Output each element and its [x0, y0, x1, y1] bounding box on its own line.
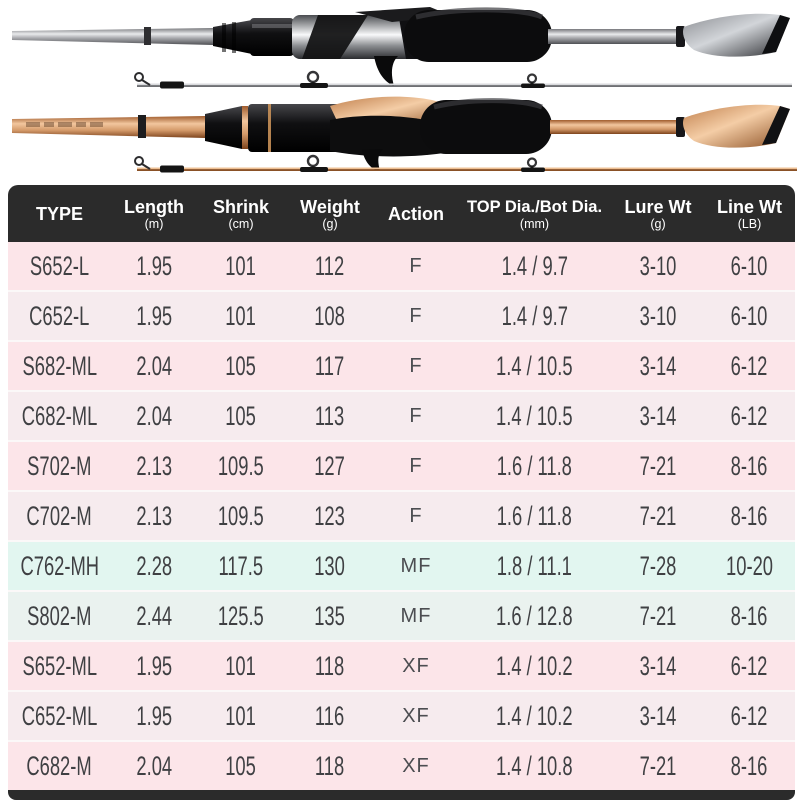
cell-action	[375, 305, 457, 328]
cell-value: 7-21	[639, 750, 677, 781]
cell-lure	[612, 501, 704, 532]
cell-dia	[457, 651, 612, 682]
cell-value: 109.5	[218, 450, 264, 481]
cell-value: 8-16	[731, 450, 768, 481]
cell-line	[704, 351, 795, 382]
cell-action	[375, 555, 457, 578]
cell-type	[8, 751, 111, 782]
cell-action	[375, 705, 457, 728]
cell-length	[111, 251, 197, 282]
cell-value: C652-L	[29, 300, 90, 331]
cell-value: S702-M	[27, 450, 92, 481]
cell-value: 1.4 / 10.2	[496, 650, 573, 681]
cell-lure	[612, 551, 704, 582]
cell-type	[8, 701, 111, 732]
cell-length	[111, 501, 197, 532]
cell-shrink	[197, 501, 285, 532]
cell-type	[8, 401, 111, 432]
table-row	[8, 740, 795, 790]
rod-images	[0, 0, 800, 188]
cell-value: 105	[225, 400, 257, 431]
cell-value: 10-20	[726, 550, 773, 581]
cell-value: 3-14	[639, 650, 677, 681]
cell-line	[704, 701, 795, 732]
cell-value: 130	[314, 550, 346, 581]
table-row	[8, 640, 795, 690]
cell-value: 7-21	[639, 600, 677, 631]
cell-value: 3-14	[639, 350, 677, 381]
cell-lure	[612, 601, 704, 632]
cell-value: 8-16	[731, 600, 768, 631]
column-header-line-weight	[704, 197, 795, 231]
table-row	[8, 440, 795, 490]
cell-lure	[612, 251, 704, 282]
column-header-lure-weight	[612, 197, 704, 231]
spec-table-body	[8, 242, 795, 790]
cell-lure	[612, 351, 704, 382]
cell-type	[8, 601, 111, 632]
cell-value: 6-12	[731, 400, 768, 431]
cell-length	[111, 351, 197, 382]
cell-value: F	[409, 504, 423, 527]
cell-line	[704, 551, 795, 582]
table-row	[8, 290, 795, 340]
cell-value: S652-L	[29, 250, 90, 281]
cell-value: S802-M	[27, 600, 92, 631]
cell-value: 2.28	[136, 550, 172, 581]
cell-value: F	[409, 454, 423, 477]
casting-rod-silver	[12, 7, 790, 86]
cell-shrink	[197, 301, 285, 332]
spec-table-header	[8, 185, 795, 242]
cell-value: S682-ML	[22, 350, 97, 381]
cell-value: 3-14	[639, 400, 677, 431]
cell-value: 2.13	[136, 450, 172, 481]
cell-action	[375, 755, 457, 778]
cell-value: XF	[402, 704, 430, 727]
cell-value: 1.95	[136, 700, 172, 731]
cell-length	[111, 701, 197, 732]
cell-value: 117	[315, 350, 345, 381]
cell-dia	[457, 601, 612, 632]
table-row	[8, 340, 795, 390]
cell-value: 2.04	[136, 400, 172, 431]
table-bottom-bar	[8, 790, 795, 800]
cell-line	[704, 501, 795, 532]
cell-value: 6-10	[731, 250, 768, 281]
cell-weight	[285, 401, 375, 432]
cell-value: 1.4 / 10.5	[496, 400, 573, 431]
cell-type	[8, 551, 111, 582]
column-header-shrink	[197, 197, 285, 231]
cell-line	[704, 751, 795, 782]
cell-line	[704, 251, 795, 282]
cell-weight	[285, 301, 375, 332]
cell-value: 1.95	[136, 650, 172, 681]
cell-shrink	[197, 251, 285, 282]
cell-value: 6-12	[731, 350, 768, 381]
cell-dia	[457, 701, 612, 732]
cell-weight	[285, 351, 375, 382]
cell-value: 1.4 / 10.2	[496, 700, 573, 731]
cell-value: 108	[314, 300, 346, 331]
cell-value: MF	[400, 554, 432, 577]
cell-lure	[612, 651, 704, 682]
cell-weight	[285, 651, 375, 682]
cell-value: S652-ML	[22, 650, 97, 681]
cell-value: 1.4 / 9.7	[501, 300, 568, 331]
cell-value: 105	[225, 350, 257, 381]
column-unit: (g)	[650, 216, 666, 231]
cell-weight	[285, 751, 375, 782]
cell-action	[375, 655, 457, 678]
cell-value: C702-M	[26, 500, 93, 531]
cell-line	[704, 401, 795, 432]
cell-value: 117.5	[218, 550, 264, 581]
table-row	[8, 690, 795, 740]
column-unit: (mm)	[519, 216, 550, 231]
cell-value: 127	[314, 450, 346, 481]
cell-type	[8, 251, 111, 282]
cell-lure	[612, 401, 704, 432]
cell-value: 116	[315, 700, 345, 731]
table-row	[8, 540, 795, 590]
column-label: Lure Wt	[624, 196, 692, 217]
cell-dia	[457, 351, 612, 382]
cell-value: 1.6 / 12.8	[496, 600, 573, 631]
cell-value: 1.4 / 10.5	[496, 350, 573, 381]
column-unit: (LB)	[737, 216, 762, 231]
column-label: Line Wt	[717, 196, 782, 217]
cell-dia	[457, 751, 612, 782]
cell-value: 109.5	[218, 500, 264, 531]
table-row	[8, 490, 795, 540]
cell-value: 1.8 / 11.1	[496, 550, 573, 581]
cell-shrink	[197, 651, 285, 682]
cell-dia	[457, 401, 612, 432]
cell-shrink	[197, 351, 285, 382]
cell-value: 2.13	[136, 500, 172, 531]
cell-weight	[285, 701, 375, 732]
cell-value: C762-MH	[20, 550, 99, 581]
cell-value: 2.04	[136, 350, 172, 381]
cell-value: 123	[314, 500, 346, 531]
column-unit: (m)	[144, 216, 164, 231]
cell-value: 7-28	[639, 550, 677, 581]
cell-value: 101	[225, 650, 257, 681]
rod-tip-silver	[135, 72, 792, 89]
column-header-length	[111, 197, 197, 231]
cell-value: C682-M	[26, 750, 93, 781]
cell-value: MF	[400, 604, 432, 627]
cell-lure	[612, 301, 704, 332]
cell-value: 1.6 / 11.8	[496, 500, 573, 531]
cell-value: 105	[225, 750, 257, 781]
cell-action	[375, 255, 457, 278]
cell-value: F	[409, 404, 423, 427]
cell-weight	[285, 601, 375, 632]
cell-shrink	[197, 701, 285, 732]
cell-value: 1.4 / 10.8	[496, 750, 573, 781]
cell-shrink	[197, 551, 285, 582]
cell-shrink	[197, 451, 285, 482]
cell-value: 6-10	[731, 300, 768, 331]
cell-value: 6-12	[731, 700, 768, 731]
cell-action	[375, 505, 457, 528]
column-label: TYPE	[35, 203, 83, 224]
cell-lure	[612, 451, 704, 482]
cell-weight	[285, 451, 375, 482]
cell-value: 6-12	[731, 650, 768, 681]
spec-table	[8, 185, 795, 800]
cell-line	[704, 451, 795, 482]
cell-value: 8-16	[731, 500, 768, 531]
cell-value: C652-ML	[21, 700, 98, 731]
cell-dia	[457, 251, 612, 282]
cell-value: 1.6 / 11.8	[496, 450, 573, 481]
table-row	[8, 390, 795, 440]
cell-type	[8, 651, 111, 682]
cell-lure	[612, 701, 704, 732]
column-label: TOP Dia./Bot Dia.	[466, 197, 603, 216]
cell-length	[111, 751, 197, 782]
cell-value: 3-10	[639, 250, 677, 281]
cell-value: 1.95	[136, 300, 172, 331]
column-label: Shrink	[212, 196, 269, 217]
cell-dia	[457, 551, 612, 582]
cell-shrink	[197, 751, 285, 782]
cell-dia	[457, 301, 612, 332]
cell-weight	[285, 501, 375, 532]
cell-type	[8, 501, 111, 532]
cell-value: 2.44	[136, 600, 172, 631]
cell-value: 118	[315, 750, 345, 781]
cell-length	[111, 301, 197, 332]
cell-value: 118	[315, 650, 345, 681]
cell-action	[375, 405, 457, 428]
cell-length	[111, 401, 197, 432]
column-label: Weight	[300, 196, 360, 217]
cell-type	[8, 451, 111, 482]
cell-line	[704, 601, 795, 632]
cell-action	[375, 355, 457, 378]
casting-rod-copper	[12, 97, 790, 171]
cell-type	[8, 351, 111, 382]
cell-dia	[457, 501, 612, 532]
cell-action	[375, 455, 457, 478]
rod-tip-copper	[135, 156, 797, 173]
column-header-diameter	[457, 197, 612, 231]
cell-value: 1.4 / 9.7	[501, 250, 568, 281]
cell-value: 3-10	[639, 300, 677, 331]
cell-shrink	[197, 401, 285, 432]
cell-value: XF	[402, 654, 430, 677]
cell-value: F	[409, 354, 423, 377]
table-row	[8, 242, 795, 290]
table-row	[8, 590, 795, 640]
cell-length	[111, 601, 197, 632]
cell-length	[111, 551, 197, 582]
cell-value: 101	[225, 700, 257, 731]
cell-value: 3-14	[639, 700, 677, 731]
cell-value: 101	[225, 300, 257, 331]
column-unit: (g)	[322, 216, 338, 231]
cell-value: 1.95	[136, 250, 172, 281]
cell-weight	[285, 251, 375, 282]
cell-value: 113	[315, 400, 345, 431]
cell-value: 135	[314, 600, 346, 631]
cell-length	[111, 651, 197, 682]
cell-shrink	[197, 601, 285, 632]
cell-value: 2.04	[136, 750, 172, 781]
column-header-weight	[285, 197, 375, 231]
cell-line	[704, 301, 795, 332]
column-label: Action	[388, 203, 444, 224]
column-label: Length	[124, 196, 184, 217]
cell-value: 112	[315, 250, 345, 281]
cell-value: 7-21	[639, 500, 677, 531]
cell-value: 101	[225, 250, 257, 281]
cell-weight	[285, 551, 375, 582]
cell-value: 8-16	[731, 750, 768, 781]
cell-line	[704, 651, 795, 682]
cell-value: C682-ML	[21, 400, 98, 431]
cell-dia	[457, 451, 612, 482]
column-header-type	[8, 204, 111, 224]
cell-lure	[612, 751, 704, 782]
cell-value: XF	[402, 754, 430, 777]
cell-value: 7-21	[639, 450, 677, 481]
cell-value: F	[409, 304, 423, 327]
cell-type	[8, 301, 111, 332]
cell-value: 125.5	[218, 600, 264, 631]
column-unit: (cm)	[228, 216, 254, 231]
cell-value: F	[409, 254, 423, 277]
column-header-action	[375, 204, 457, 224]
cell-length	[111, 451, 197, 482]
cell-action	[375, 605, 457, 628]
